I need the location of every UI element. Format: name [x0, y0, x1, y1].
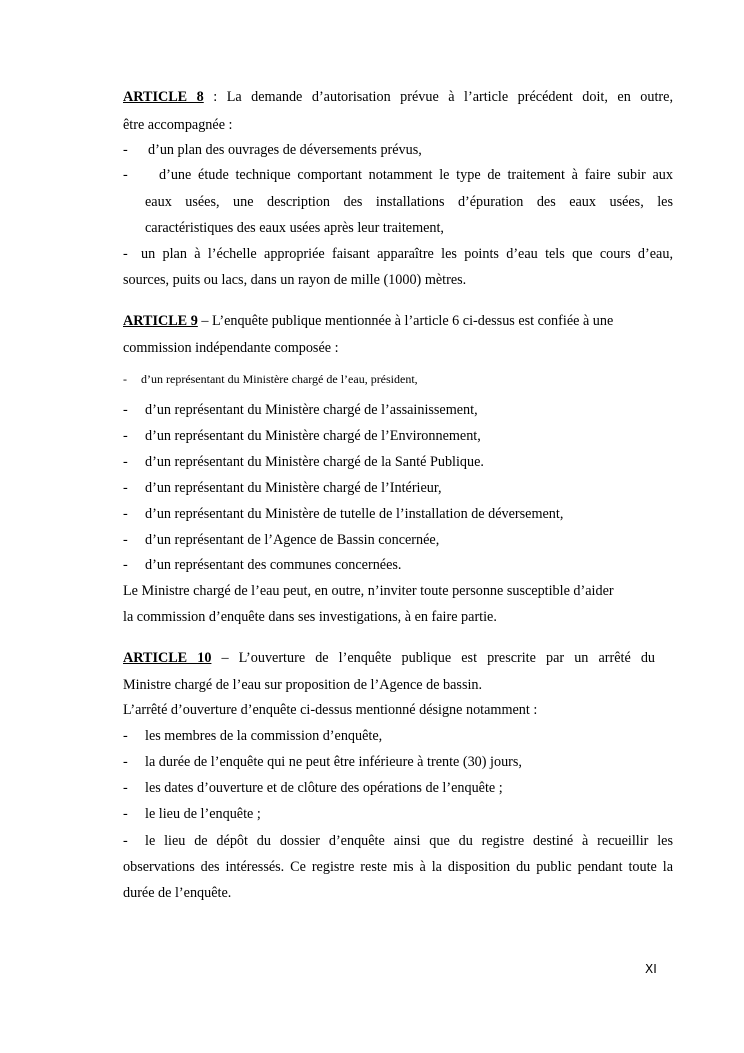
- article10-last-line2: observations des intéressés. Ce registre reste mis à la disposition du public pendant toute la: [123, 859, 673, 875]
- article9-closing-line2: la commission d’enquête dans ses investigations, à en faire partie.: [123, 609, 497, 625]
- article8-item2-line2: eaux usées, une description des installations d’épuration des eaux usées, les: [145, 194, 673, 210]
- dash: -: [123, 142, 128, 158]
- article8-intro-line2: être accompagnée :: [123, 117, 233, 133]
- article8-item3-line1: un plan à l’échelle appropriée faisant apparaître les points d’eau tels que cours d’eau,: [141, 246, 673, 262]
- dash: -: [123, 557, 128, 573]
- dash: -: [123, 372, 127, 386]
- article9-item: d’un représentant du Ministère de tutelle de l’installation de déversement,: [145, 506, 564, 522]
- article9-intro-line2: commission indépendante composée :: [123, 340, 339, 356]
- article9-item: d’un représentant du Ministère chargé de l’Environnement,: [145, 428, 481, 444]
- dash: -: [123, 480, 128, 496]
- article10-intro-line2: Ministre chargé de l’eau sur proposition de l’Agence de bassin.: [123, 677, 483, 693]
- article10-intro: ARTICLE 10 – L’ouverture de l’enquête publique est prescrite par un arrêté du: [123, 650, 656, 666]
- dash: -: [123, 532, 128, 548]
- dash: -: [123, 754, 128, 770]
- page-number: XI: [645, 962, 657, 976]
- article10-last-line1: le lieu de dépôt du dossier d’enquête ainsi que du registre destiné à recueillir les: [145, 833, 673, 849]
- dash: -: [123, 806, 128, 822]
- article8-item2-line1: d’une étude technique comportant notamment le type de traitement à faire subir aux: [159, 167, 673, 183]
- article9-item: d’un représentant du Ministère chargé de l’eau, président,: [141, 372, 418, 386]
- article8-heading: ARTICLE 8: [123, 89, 204, 105]
- article9-item: d’un représentant des communes concernées.: [145, 557, 402, 573]
- dash: -: [123, 506, 128, 522]
- dash: -: [123, 402, 128, 418]
- article9-item: d’un représentant du Ministère chargé de la Santé Publique.: [145, 454, 484, 470]
- dash: -: [123, 833, 128, 849]
- article9-item: d’un représentant du Ministère chargé de l’assainissement,: [145, 402, 478, 418]
- article9-intro: ARTICLE 9 – L’enquête publique mentionnée à l’article 6 ci-dessus est confiée à une: [123, 313, 614, 329]
- article9-heading: ARTICLE 9: [123, 313, 198, 329]
- article10-last-line3: durée de l’enquête.: [123, 885, 232, 901]
- article10-heading: ARTICLE 10: [123, 650, 212, 666]
- article10-item: les membres de la commission d’enquête,: [145, 728, 383, 744]
- article8-intro: ARTICLE 8 : La demande d’autorisation prévue à l’article précédent doit, en outre,: [123, 89, 673, 105]
- article8-item1: d’un plan des ouvrages de déversements prévus,: [148, 142, 422, 158]
- dash: -: [123, 780, 128, 796]
- dash: -: [123, 167, 128, 183]
- dash: -: [123, 428, 128, 444]
- article9-item: d’un représentant de l’Agence de Bassin concernée,: [145, 532, 440, 548]
- article10-item: la durée de l’enquête qui ne peut être inférieure à trente (30) jours,: [145, 754, 522, 770]
- article10-intro-line3: L’arrêté d’ouverture d’enquête ci-dessus mentionné désigne notamment :: [123, 702, 538, 718]
- article9-item: d’un représentant du Ministère chargé de l’Intérieur,: [145, 480, 442, 496]
- article8-item2-line3: caractéristiques des eaux usées après leur traitement,: [145, 220, 444, 236]
- article10-item: le lieu de l’enquête ;: [145, 806, 261, 822]
- article10-item: les dates d’ouverture et de clôture des opérations de l’enquête ;: [145, 780, 503, 796]
- dash: -: [123, 246, 128, 262]
- article8-item3-line2: sources, puits ou lacs, dans un rayon de mille (1000) mètres.: [123, 272, 467, 288]
- dash: -: [123, 454, 128, 470]
- article9-closing-line1: Le Ministre chargé de l’eau peut, en outre, n’inviter toute personne susceptible d’aider: [123, 583, 614, 599]
- dash: -: [123, 728, 128, 744]
